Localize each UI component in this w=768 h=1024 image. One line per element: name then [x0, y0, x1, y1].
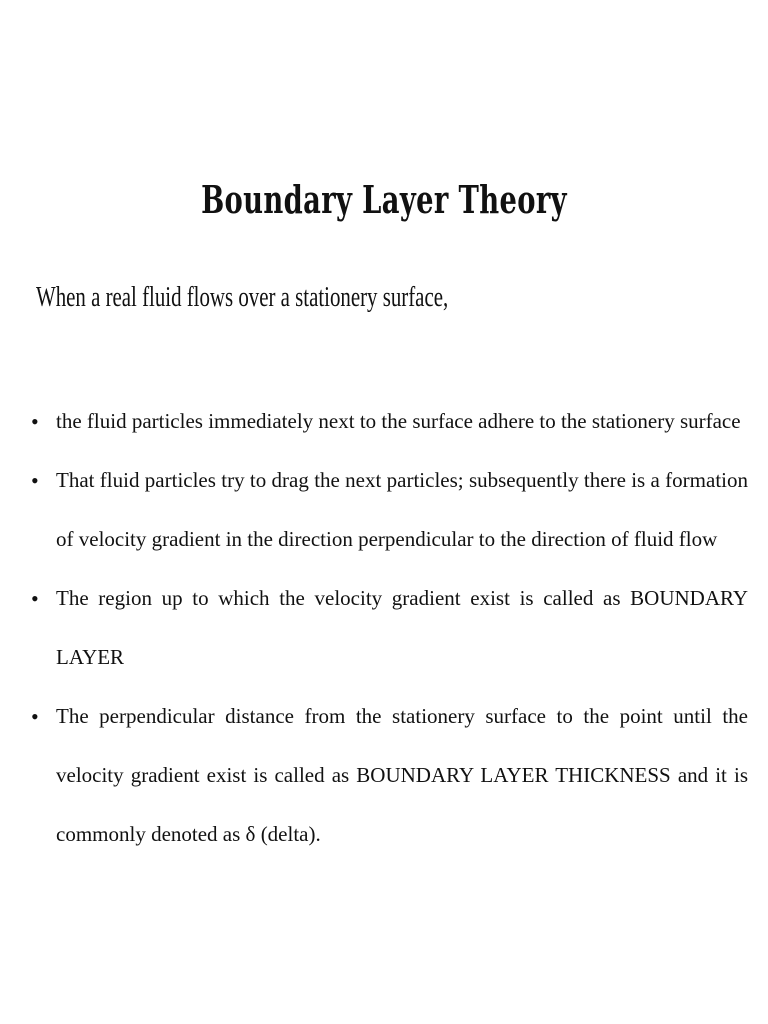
- bullet-text: the fluid particles immediately next to the surface adhere to the stationery surface: [56, 409, 741, 433]
- bullet-marker: •: [31, 586, 39, 611]
- bullet-marker: •: [31, 704, 39, 729]
- bullet-text: The region up to which the velocity gradient exist is called as BOUNDARY LAYER: [56, 586, 748, 669]
- bullet-item: [20, 569, 748, 687]
- bullet-marker: •: [31, 409, 39, 434]
- bullet-text: That fluid particles try to drag the next particles; subsequently there is a formation of velocity gradient in the direction perpendicular to the direction of fluid flow: [56, 468, 748, 551]
- bullet-list: [20, 392, 748, 864]
- bullet-item: [20, 392, 748, 451]
- bullet-item: [20, 687, 748, 864]
- bullet-marker: •: [31, 468, 39, 493]
- slide-title: Boundary Layer Theory: [201, 177, 567, 222]
- intro-text: When a real fluid flows over a stationery surface,: [36, 281, 449, 313]
- bullet-item: [20, 451, 748, 569]
- bullet-text: The perpendicular distance from the stationery surface to the point until the velocity gradient exist is called as BOUNDARY LAYER THICKNESS and it is commonly denoted as δ (delta).: [56, 704, 748, 846]
